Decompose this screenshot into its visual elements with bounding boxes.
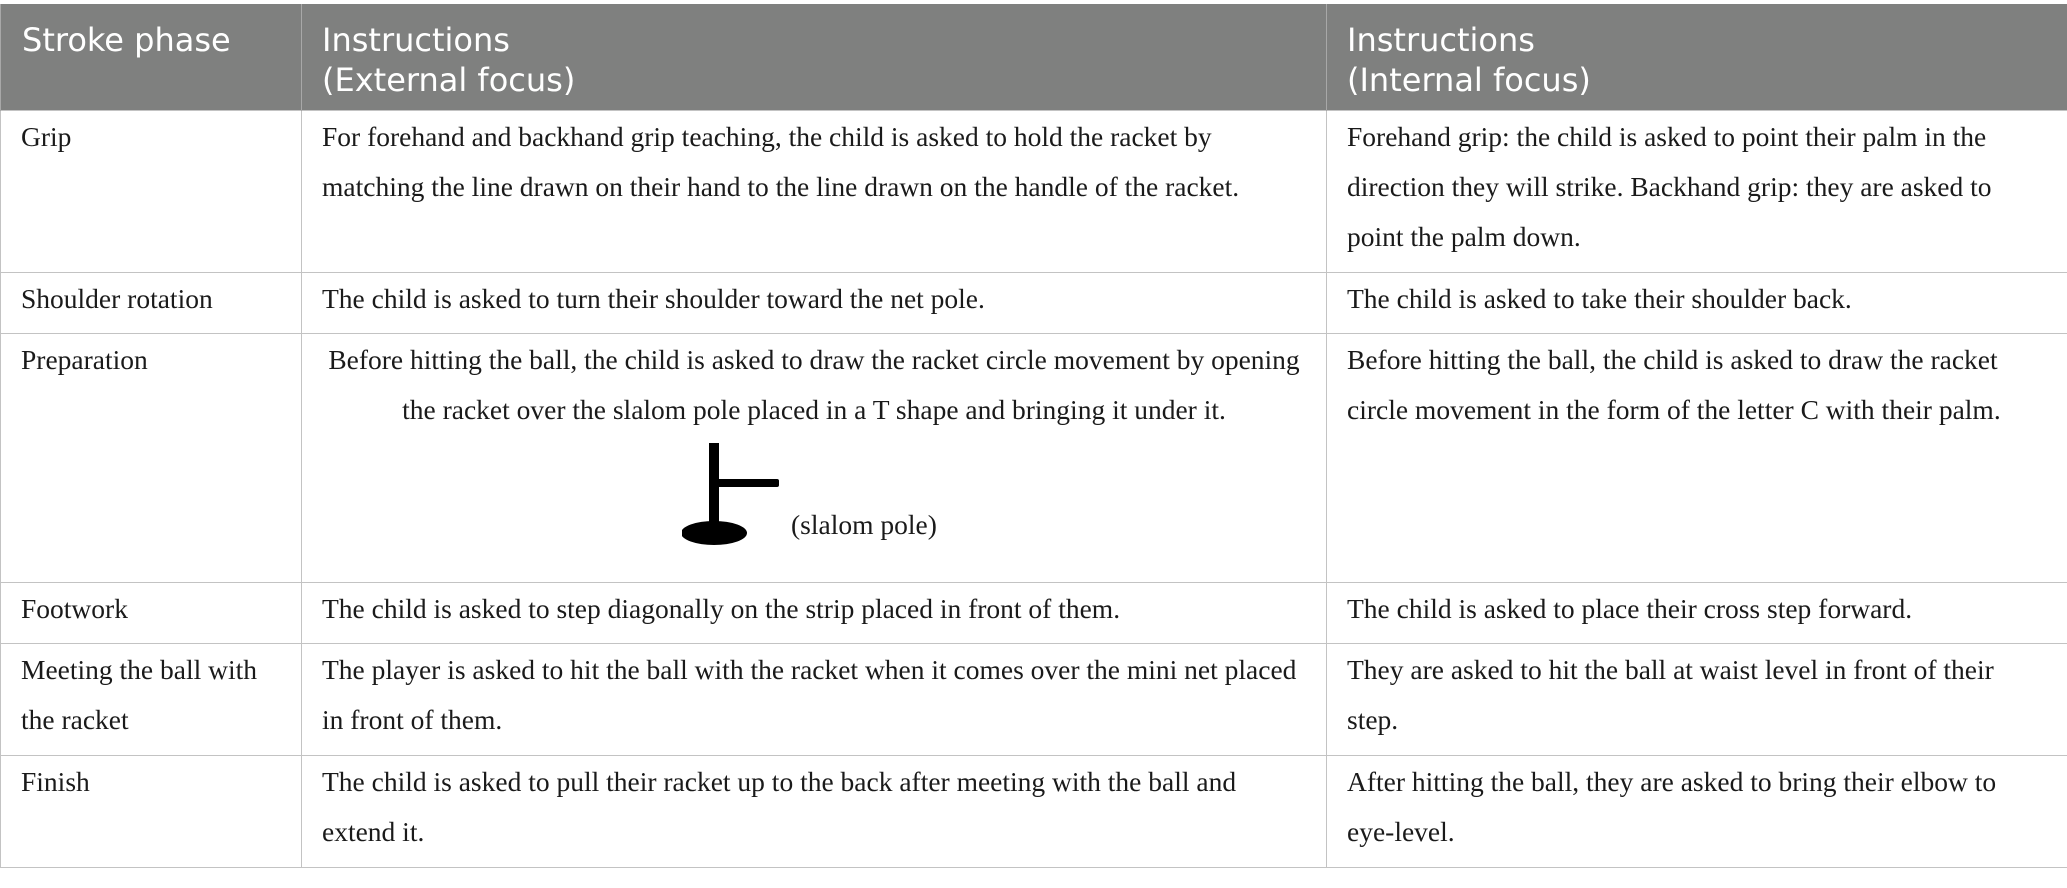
cell-phase: Footwork: [1, 583, 302, 644]
slalom-pole-figure: [322, 445, 1306, 565]
cell-external: The child is asked to step diagonally on the strip placed in front of them.: [302, 583, 1327, 644]
cell-internal: The child is asked to place their cross step forward.: [1327, 583, 2067, 644]
cell-internal: After hitting the ball, they are asked to bring their elbow to eye-level.: [1327, 756, 2067, 868]
header-external-line2: (External focus): [322, 61, 576, 99]
cell-internal: They are asked to hit the ball at waist level in front of their step.: [1327, 644, 2067, 756]
cell-phase: Shoulder rotation: [1, 273, 302, 334]
header-external-line1: Instructions: [322, 21, 510, 59]
header-internal-line2: (Internal focus): [1347, 61, 1591, 99]
cell-external: The player is asked to hit the ball with the racket when it comes over the mini net placed in front of them.: [302, 644, 1327, 756]
cell-internal: Forehand grip: the child is asked to point their palm in the direction they will strike. Backhand grip: they are asked to point the palm down.: [1327, 111, 2067, 273]
header-stroke-phase-label: Stroke phase: [22, 21, 231, 59]
cell-phase: Finish: [1, 756, 302, 868]
table-row: [1, 334, 2067, 583]
header-external-focus: [302, 4, 1327, 111]
table-body: [1, 111, 2067, 868]
header-internal-line1: Instructions: [1347, 21, 1535, 59]
table-row: [1, 583, 2067, 644]
cell-external: For forehand and backhand grip teaching, the child is asked to hold the racket by matching the line drawn on their hand to the line drawn on the handle of the racket.: [302, 111, 1327, 273]
cell-external-text: Before hitting the ball, the child is asked to draw the racket circle movement by opening the racket over the slalom pole placed in a T shape and bringing it under it.: [328, 344, 1300, 425]
header-row: [1, 4, 2067, 111]
table-row: [1, 111, 2067, 273]
cell-phase: Grip: [1, 111, 302, 273]
table-row: [1, 644, 2067, 756]
cell-external: The child is asked to turn their shoulder toward the net pole.: [302, 273, 1327, 334]
cell-external: [302, 334, 1327, 583]
cell-phase: Meeting the ball with the racket: [1, 644, 302, 756]
slalom-pole-icon: [682, 443, 788, 555]
instructions-table: [0, 4, 2067, 868]
header-stroke-phase: [1, 4, 302, 111]
cell-external: The child is asked to pull their racket up to the back after meeting with the ball and extend it.: [302, 756, 1327, 868]
table-header: [1, 4, 2067, 111]
cell-internal: Before hitting the ball, the child is asked to draw the racket circle movement in the form of the letter C with their palm.: [1327, 334, 2067, 583]
cell-internal: The child is asked to take their shoulder back.: [1327, 273, 2067, 334]
header-internal-focus: [1327, 4, 2067, 111]
slalom-pole-caption: (slalom pole): [791, 509, 937, 540]
table-row: [1, 756, 2067, 868]
cell-phase: Preparation: [1, 334, 302, 583]
table-row: [1, 273, 2067, 334]
